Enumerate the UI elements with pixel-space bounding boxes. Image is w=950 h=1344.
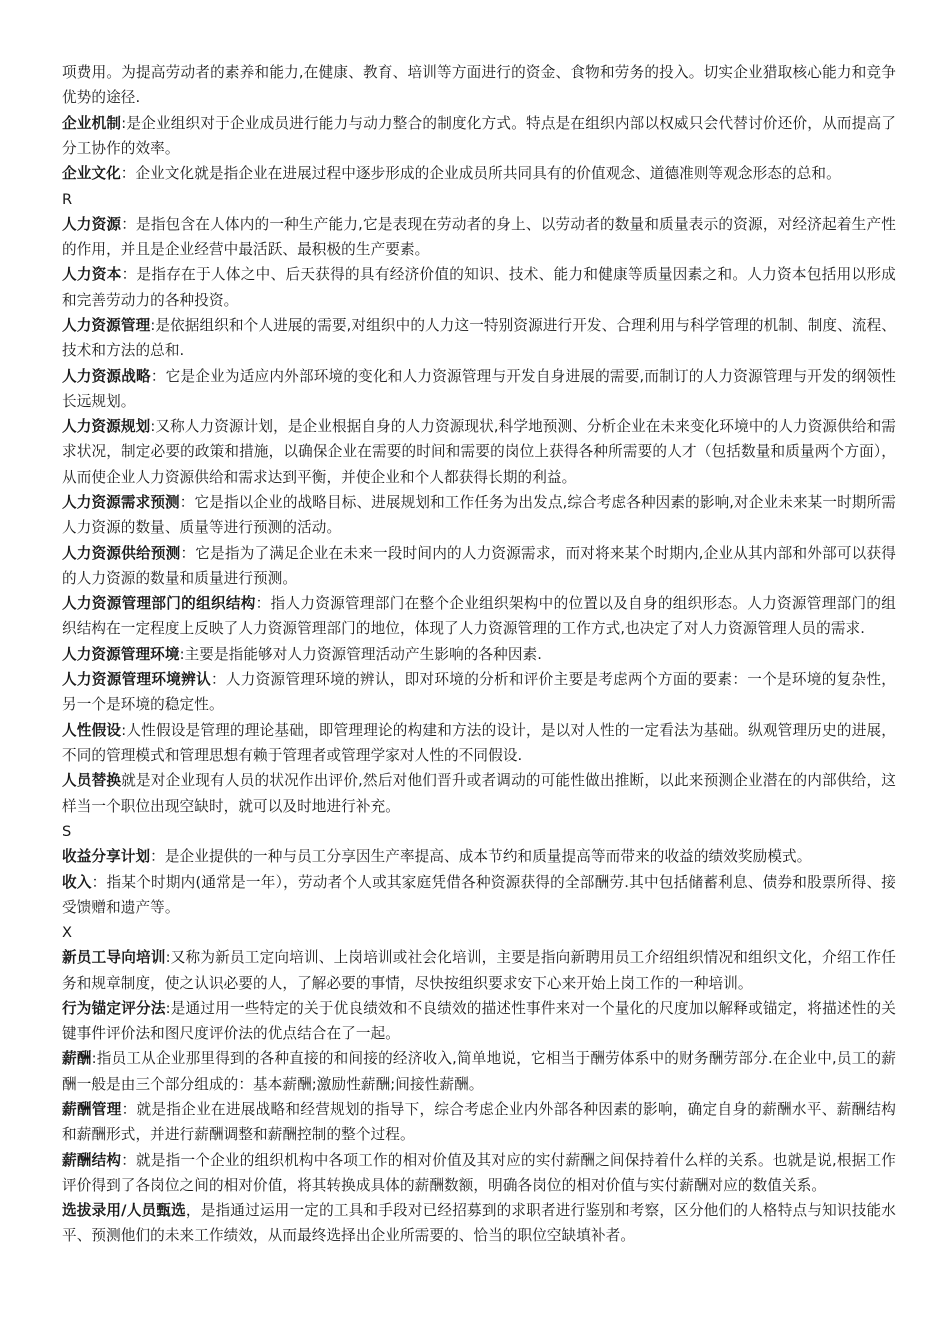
glossary-term: 人力资源规划: [62, 418, 151, 436]
glossary-definition: :是企业组织对于企业成员进行能力与动力整合的制度化方式。特点是在组织内部以权威只会代替讨价还价，从而提高了分工协作的效率。: [62, 114, 896, 157]
glossary-definition: ：企业文化就是指企业在进展过程中逐步形成的企业成员所共同具有的价值观念、道德准则等观念形态的总和。: [120, 165, 841, 183]
glossary-definition: :人性假设是管理的理论基础，即管理理论的构建和方法的设计，是以对人性的一定看法为基础。纵观管理历史的进展，不同的管理模式和管理思想有赖于管理者或管理学家对人性的不同假设.: [62, 721, 896, 764]
document-page: [62, 60, 896, 1249]
glossary-term: 人力资源: [62, 215, 122, 233]
glossary-term: 行为锚定评分法: [62, 999, 166, 1017]
glossary-definition: 项费用。为提高劳动者的素养和能力,在健康、教育、培训等方面进行的资金、食物和劳务的投入。切实企业猎取核心能力和竞争优势的途径.: [62, 64, 896, 107]
glossary-entry: [62, 768, 896, 818]
glossary-definition: :主要是指能够对人力资源管理活动产生影响的各种因素.: [179, 645, 542, 663]
glossary-definition: ：就是指企业在进展战略和经营规划的指导下，综合考虑企业内外部各种因素的影响，确定自身的薪酬水平、薪酬结构和薪酬形式，并进行薪酬调整和薪酬控制的整个过程。: [62, 1101, 896, 1144]
section-letter: R: [62, 190, 73, 208]
glossary-definition: ：是指包含在人体内的一种生产能力,它是表现在劳动者的身上、以劳动者的数量和质量表示的资源，对经济起着生产性的作用，并且是企业经营中最活跃、最积极的生产要素。: [62, 215, 896, 258]
glossary-term: 人力资源管理: [62, 316, 151, 334]
section-letter: S: [62, 822, 72, 840]
glossary-entry: [62, 996, 896, 1046]
glossary-term: 人性假设: [62, 721, 122, 739]
glossary-entry: [62, 364, 896, 414]
glossary-term: 人力资源管理环境: [62, 645, 180, 663]
glossary-entry: [62, 1148, 896, 1198]
glossary-entry: [62, 161, 896, 186]
glossary-definition: ：是指存在于人体之中、后天获得的具有经济价值的知识、技术、能力和健康等质量因素之和。人力资本包括用以形成和完善劳动力的各种投资。: [62, 266, 896, 309]
glossary-entry: [62, 212, 896, 262]
glossary-term: 收益分享计划: [62, 848, 151, 866]
glossary-term: 企业文化: [62, 165, 121, 183]
glossary-entry: [62, 414, 896, 490]
section-letter: X: [62, 924, 73, 942]
glossary-term: 薪酬结构: [62, 1151, 122, 1169]
glossary-definition: ：是企业提供的一种与员工分享因生产率提高、成本节约和质量提高等而带来的收益的绩效奖励模式。: [150, 848, 812, 866]
glossary-definition: :指员工从企业那里得到的各种直接的和间接的经济收入,简单地说，它相当于酬劳体系中的财务酬劳部分.在企业中,员工的薪酬一般是由三个部分组成的：基本薪酬;激励性薪酬;间接性薪酬。: [62, 1050, 896, 1093]
glossary-entry: [62, 1046, 896, 1096]
glossary-definition: ，是指通过运用一定的工具和手段对已经招募到的求职者进行鉴别和考察，区分他们的人格特点与知识技能水平、预测他们的未来工作绩效，从而最终选择出企业所需要的、恰当的职位空缺填补者。: [62, 1202, 896, 1245]
glossary-term: 人力资源管理部门的组织结构: [62, 595, 256, 613]
glossary-term: 企业机制: [62, 114, 122, 132]
glossary-definition: ：它是企业为适应内外部环境的变化和人力资源管理与开发自身进展的需要,而制订的人力资源管理与开发的纲领性长远规划。: [62, 367, 896, 410]
glossary-entry: [62, 591, 896, 641]
glossary-definition: ：人力资源管理环境的辨认，即对环境的分析和评价主要是考虑两个方面的要素：一个是环境的复杂性，另一个是环境的稳定性。: [62, 671, 896, 714]
glossary-term: 人力资源需求预测: [62, 493, 180, 511]
glossary-term: 人力资源供给预测: [62, 544, 181, 562]
glossary-term: 薪酬管理: [62, 1101, 122, 1119]
glossary-term: 薪酬: [62, 1050, 92, 1068]
glossary-entry: [62, 718, 896, 768]
glossary-entry: [62, 844, 896, 869]
glossary-definition: ：指人力资源管理部门在整个企业组织架构中的位置以及自身的组织形态。人力资源管理部门的组织结构在一定程度上反映了人力资源管理部门的地位，体现了人力资源管理的工作方式,也决定了对人力资源管理人员的需求.: [62, 595, 896, 638]
glossary-entry: [62, 642, 896, 667]
glossary-entry: [62, 313, 896, 363]
glossary-entry: [62, 262, 896, 312]
glossary-term: 收入: [62, 873, 92, 891]
glossary-definition: ：指某个时期内(通常是一年），劳动者个人或其家庭凭借各种资源获得的全部酬劳.其中包括储蓄利息、债券和股票所得、接受馈赠和遗产等。: [62, 873, 897, 916]
glossary-entry: [62, 541, 896, 591]
glossary-term: 人员替换: [62, 772, 122, 790]
glossary-entry: [62, 870, 896, 920]
glossary-definition: ：它是指为了满足企业在未来一段时间内的人力资源需求，而对将来某个时期内,企业从其内部和外部可以获得的人力资源的数量和质量进行预测。: [62, 544, 896, 587]
glossary-entry: [62, 60, 896, 110]
glossary-entry: [62, 490, 896, 540]
glossary-entry: [62, 111, 896, 161]
glossary-entry: [62, 667, 896, 717]
glossary-term: 选拔录用/人员甄选: [62, 1202, 186, 1220]
glossary-entry: [62, 945, 896, 995]
glossary-term: 新员工导向培训: [62, 949, 166, 967]
glossary-content: [62, 60, 896, 1249]
glossary-definition: :又称人力资源计划，是企业根据自身的人力资源现状,科学地预测、分析企业在未来变化环境中的人力资源供给和需求状况，制定必要的政策和措施，以确保企业在需要的时间和需要的岗位上获得各种所需要的人才（包括数量和质量两个方面），从而使企业人力资源供给和需求达到平衡，并使企业和个人都获得长期的利益。: [62, 418, 896, 486]
glossary-definition: ：就是指一个企业的组织机构中各项工作的相对价值及其对应的实付薪酬之间保持着什么样的关系。也就是说,根据工作评价得到了各岗位之间的相对价值，将其转换成具体的薪酬数额，明确各岗位的相对价值与实付薪酬对应的数值关系。: [62, 1151, 896, 1194]
glossary-definition: :是依据组织和个人进展的需要,对组织中的人力这一特别资源进行开发、合理利用与科学管理的机制、制度、流程、技术和方法的总和.: [62, 316, 896, 360]
glossary-term: 人力资源管理环境辨认: [62, 671, 211, 689]
glossary-term: 人力资源战略: [62, 367, 151, 385]
glossary-entry: [62, 1198, 896, 1248]
glossary-definition: 就是对企业现有人员的状况作出评价,然后对他们晋升或者调动的可能性做出推断，以此来预测企业潜在的内部供给，这样当一个职位出现空缺时，就可以及时地进行补充。: [62, 772, 896, 815]
glossary-definition: ：它是指以企业的战略目标、进展规划和工作任务为出发点,综合考虑各种因素的影响,对企业未来某一时期所需人力资源的数量、质量等进行预测的活动。: [62, 493, 896, 537]
glossary-term: 人力资本: [62, 266, 122, 284]
glossary-entry: [62, 1097, 896, 1147]
glossary-definition: :又称为新员工定向培训、上岗培训或社会化培训，主要是指向新聘用员工介绍组织情况和组织文化，介绍工作任务和规章制度，使之认识必要的人，了解必要的事情，尽快按组织要求安下心来开始上岗工作的一种培训。: [62, 949, 896, 992]
glossary-definition: :是通过用一些特定的关于优良绩效和不良绩效的描述性事件来对一个量化的尺度加以解释或锚定，将描述性的关键事件评价法和图尺度评价法的优点结合在了一起。: [62, 999, 896, 1043]
